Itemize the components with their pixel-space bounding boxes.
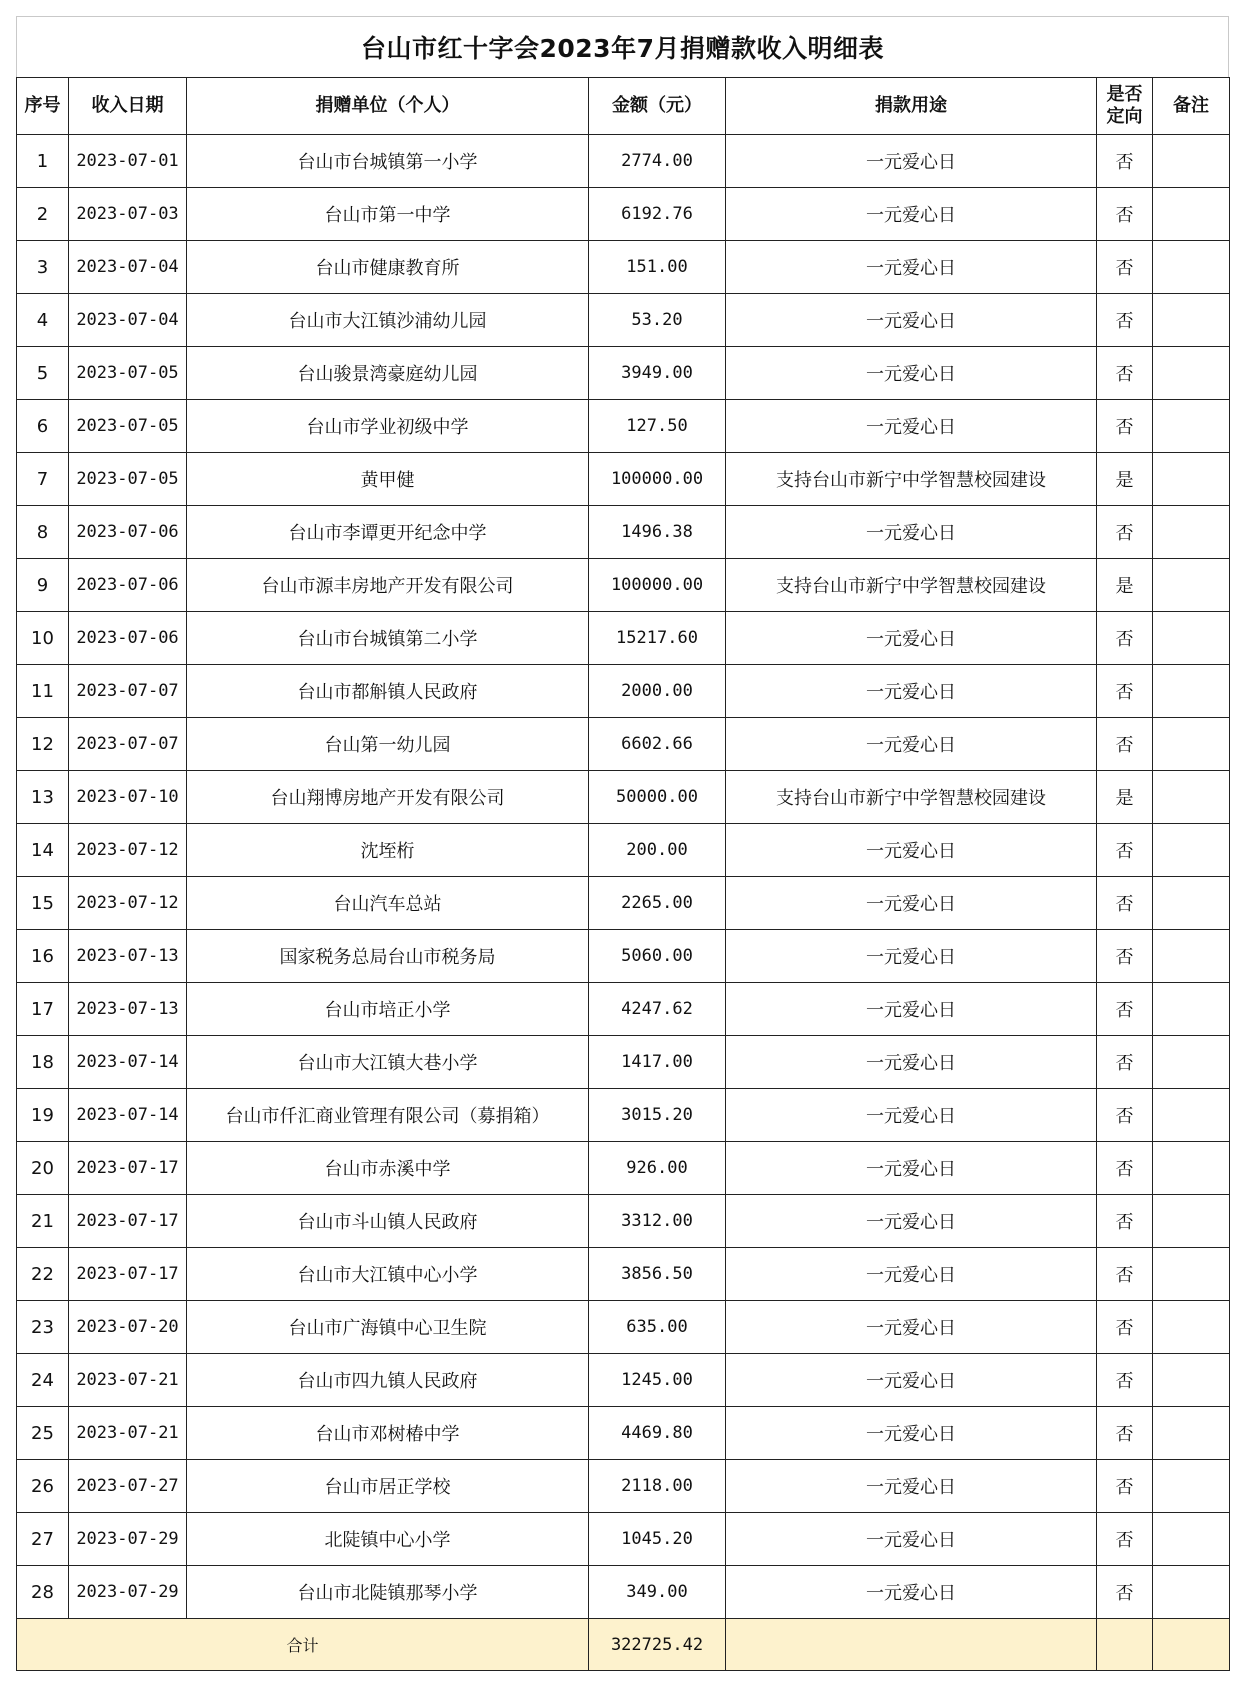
- cell-unit: 台山市培正小学: [187, 983, 589, 1036]
- cell-unit: 台山骏景湾豪庭幼儿园: [187, 347, 589, 400]
- cell-directed: 否: [1097, 1036, 1153, 1089]
- cell-unit: 台山市健康教育所: [187, 241, 589, 294]
- cell-amount: 926.00: [589, 1142, 726, 1195]
- cell-use: 一元爱心日: [726, 1513, 1097, 1566]
- cell-index: 14: [17, 824, 69, 877]
- cell-amount: 200.00: [589, 824, 726, 877]
- cell-index: 27: [17, 1513, 69, 1566]
- cell-directed: 否: [1097, 1195, 1153, 1248]
- donation-table: [16, 77, 1230, 1671]
- cell-use: 一元爱心日: [726, 1566, 1097, 1619]
- cell-amount: 3949.00: [589, 347, 726, 400]
- cell-note: [1153, 506, 1230, 559]
- cell-index: 4: [17, 294, 69, 347]
- table-row: [17, 930, 1230, 983]
- total-note-cell: [1153, 1619, 1230, 1671]
- cell-use: 一元爱心日: [726, 612, 1097, 665]
- table-row: [17, 612, 1230, 665]
- table-row: [17, 877, 1230, 930]
- cell-index: 22: [17, 1248, 69, 1301]
- cell-note: [1153, 1195, 1230, 1248]
- cell-amount: 4247.62: [589, 983, 726, 1036]
- cell-amount: 50000.00: [589, 771, 726, 824]
- cell-use: 支持台山市新宁中学智慧校园建设: [726, 453, 1097, 506]
- cell-amount: 3015.20: [589, 1089, 726, 1142]
- cell-unit: 台山市台城镇第二小学: [187, 612, 589, 665]
- table-row: [17, 1460, 1230, 1513]
- total-label: 合计: [17, 1619, 589, 1671]
- cell-directed: 否: [1097, 241, 1153, 294]
- cell-date: 2023-07-10: [69, 771, 187, 824]
- cell-directed: 是: [1097, 771, 1153, 824]
- cell-unit: 台山翔博房地产开发有限公司: [187, 771, 589, 824]
- table-row: [17, 1354, 1230, 1407]
- cell-amount: 15217.60: [589, 612, 726, 665]
- header-unit: 捐赠单位（个人）: [187, 78, 589, 135]
- cell-unit: 台山市大江镇中心小学: [187, 1248, 589, 1301]
- table-row: [17, 1248, 1230, 1301]
- cell-date: 2023-07-29: [69, 1566, 187, 1619]
- cell-unit: 台山市大江镇大巷小学: [187, 1036, 589, 1089]
- table-row: [17, 771, 1230, 824]
- cell-note: [1153, 1407, 1230, 1460]
- cell-directed: 否: [1097, 1089, 1153, 1142]
- cell-note: [1153, 1566, 1230, 1619]
- cell-unit: 台山市学业初级中学: [187, 400, 589, 453]
- header-use: 捐款用途: [726, 78, 1097, 135]
- cell-use: 一元爱心日: [726, 1407, 1097, 1460]
- table-row: [17, 1566, 1230, 1619]
- cell-index: 6: [17, 400, 69, 453]
- table-row: [17, 188, 1230, 241]
- cell-index: 17: [17, 983, 69, 1036]
- cell-directed: 否: [1097, 188, 1153, 241]
- cell-use: 一元爱心日: [726, 1036, 1097, 1089]
- table-row: [17, 1036, 1230, 1089]
- cell-use: 一元爱心日: [726, 135, 1097, 188]
- cell-unit: 台山第一幼儿园: [187, 718, 589, 771]
- cell-date: 2023-07-04: [69, 241, 187, 294]
- cell-amount: 2265.00: [589, 877, 726, 930]
- cell-note: [1153, 294, 1230, 347]
- table-row: [17, 135, 1230, 188]
- cell-amount: 1417.00: [589, 1036, 726, 1089]
- cell-index: 9: [17, 559, 69, 612]
- cell-use: 一元爱心日: [726, 1460, 1097, 1513]
- cell-date: 2023-07-17: [69, 1142, 187, 1195]
- cell-amount: 151.00: [589, 241, 726, 294]
- cell-amount: 3856.50: [589, 1248, 726, 1301]
- table-row: [17, 1513, 1230, 1566]
- cell-index: 2: [17, 188, 69, 241]
- cell-use: 一元爱心日: [726, 294, 1097, 347]
- total-use-cell: [726, 1619, 1097, 1671]
- cell-directed: 否: [1097, 1566, 1153, 1619]
- cell-note: [1153, 1248, 1230, 1301]
- cell-note: [1153, 983, 1230, 1036]
- table-row: [17, 1195, 1230, 1248]
- cell-date: 2023-07-06: [69, 559, 187, 612]
- cell-amount: 635.00: [589, 1301, 726, 1354]
- cell-index: 5: [17, 347, 69, 400]
- cell-directed: 否: [1097, 718, 1153, 771]
- table-row: [17, 665, 1230, 718]
- cell-use: 一元爱心日: [726, 718, 1097, 771]
- cell-amount: 6192.76: [589, 188, 726, 241]
- table-row: [17, 241, 1230, 294]
- cell-note: [1153, 559, 1230, 612]
- cell-use: 一元爱心日: [726, 930, 1097, 983]
- cell-amount: 1045.20: [589, 1513, 726, 1566]
- cell-amount: 100000.00: [589, 559, 726, 612]
- header-row: [17, 78, 1230, 135]
- cell-amount: 6602.66: [589, 718, 726, 771]
- cell-index: 26: [17, 1460, 69, 1513]
- cell-note: [1153, 347, 1230, 400]
- cell-note: [1153, 188, 1230, 241]
- cell-note: [1153, 135, 1230, 188]
- cell-use: 支持台山市新宁中学智慧校园建设: [726, 559, 1097, 612]
- table-row: [17, 983, 1230, 1036]
- cell-directed: 否: [1097, 506, 1153, 559]
- cell-note: [1153, 1142, 1230, 1195]
- cell-unit: 台山市仟汇商业管理有限公司（募捐箱）: [187, 1089, 589, 1142]
- donation-sheet: [16, 16, 1229, 1671]
- cell-directed: 否: [1097, 983, 1153, 1036]
- page-title: 台山市红十字会2023年7月捐赠款收入明细表: [16, 16, 1229, 77]
- cell-note: [1153, 1089, 1230, 1142]
- cell-date: 2023-07-01: [69, 135, 187, 188]
- cell-index: 19: [17, 1089, 69, 1142]
- cell-use: 一元爱心日: [726, 1142, 1097, 1195]
- cell-date: 2023-07-04: [69, 294, 187, 347]
- cell-note: [1153, 1513, 1230, 1566]
- cell-directed: 否: [1097, 1407, 1153, 1460]
- cell-index: 11: [17, 665, 69, 718]
- cell-date: 2023-07-05: [69, 347, 187, 400]
- table-row: [17, 1407, 1230, 1460]
- table-row: [17, 1142, 1230, 1195]
- cell-use: 一元爱心日: [726, 665, 1097, 718]
- cell-index: 16: [17, 930, 69, 983]
- header-directed: [1097, 78, 1153, 135]
- header-directed-line1: 是否: [1106, 84, 1143, 105]
- cell-amount: 5060.00: [589, 930, 726, 983]
- cell-note: [1153, 400, 1230, 453]
- cell-amount: 349.00: [589, 1566, 726, 1619]
- cell-note: [1153, 1301, 1230, 1354]
- cell-note: [1153, 1036, 1230, 1089]
- cell-index: 23: [17, 1301, 69, 1354]
- cell-index: 13: [17, 771, 69, 824]
- cell-use: 一元爱心日: [726, 1354, 1097, 1407]
- cell-index: 18: [17, 1036, 69, 1089]
- cell-use: 一元爱心日: [726, 877, 1097, 930]
- cell-note: [1153, 824, 1230, 877]
- cell-date: 2023-07-14: [69, 1036, 187, 1089]
- cell-date: 2023-07-14: [69, 1089, 187, 1142]
- cell-index: 7: [17, 453, 69, 506]
- table-row: [17, 347, 1230, 400]
- cell-use: 一元爱心日: [726, 1248, 1097, 1301]
- cell-directed: 否: [1097, 1513, 1153, 1566]
- total-amount: 322725.42: [589, 1619, 726, 1671]
- cell-directed: 否: [1097, 347, 1153, 400]
- cell-date: 2023-07-07: [69, 718, 187, 771]
- cell-unit: 台山市赤溪中学: [187, 1142, 589, 1195]
- table-body: [17, 135, 1230, 1619]
- cell-date: 2023-07-27: [69, 1460, 187, 1513]
- cell-amount: 3312.00: [589, 1195, 726, 1248]
- cell-use: 一元爱心日: [726, 1301, 1097, 1354]
- table-row: [17, 559, 1230, 612]
- cell-use: 一元爱心日: [726, 241, 1097, 294]
- cell-amount: 1496.38: [589, 506, 726, 559]
- cell-index: 21: [17, 1195, 69, 1248]
- cell-directed: 否: [1097, 930, 1153, 983]
- cell-date: 2023-07-06: [69, 612, 187, 665]
- header-index: 序号: [17, 78, 69, 135]
- cell-amount: 2118.00: [589, 1460, 726, 1513]
- table-row: [17, 1089, 1230, 1142]
- cell-date: 2023-07-12: [69, 824, 187, 877]
- header-note: 备注: [1153, 78, 1230, 135]
- cell-amount: 127.50: [589, 400, 726, 453]
- cell-use: 一元爱心日: [726, 983, 1097, 1036]
- cell-directed: 否: [1097, 665, 1153, 718]
- cell-note: [1153, 1354, 1230, 1407]
- cell-directed: 否: [1097, 877, 1153, 930]
- cell-unit: 台山市台城镇第一小学: [187, 135, 589, 188]
- cell-date: 2023-07-13: [69, 930, 187, 983]
- cell-amount: 4469.80: [589, 1407, 726, 1460]
- cell-note: [1153, 665, 1230, 718]
- header-date: 收入日期: [69, 78, 187, 135]
- cell-amount: 100000.00: [589, 453, 726, 506]
- cell-index: 20: [17, 1142, 69, 1195]
- cell-use: 一元爱心日: [726, 188, 1097, 241]
- cell-index: 3: [17, 241, 69, 294]
- cell-directed: 否: [1097, 1301, 1153, 1354]
- cell-directed: 是: [1097, 559, 1153, 612]
- cell-date: 2023-07-21: [69, 1407, 187, 1460]
- cell-amount: 2000.00: [589, 665, 726, 718]
- cell-note: [1153, 241, 1230, 294]
- cell-amount: 53.20: [589, 294, 726, 347]
- table-row: [17, 400, 1230, 453]
- cell-note: [1153, 612, 1230, 665]
- header-directed-line2: 定向: [1106, 106, 1143, 127]
- cell-date: 2023-07-17: [69, 1195, 187, 1248]
- cell-directed: 否: [1097, 400, 1153, 453]
- total-row: [17, 1619, 1230, 1671]
- cell-index: 25: [17, 1407, 69, 1460]
- cell-use: 一元爱心日: [726, 824, 1097, 877]
- cell-unit: 台山市李谭更开纪念中学: [187, 506, 589, 559]
- cell-unit: 台山市都斛镇人民政府: [187, 665, 589, 718]
- cell-unit: 沈垤桁: [187, 824, 589, 877]
- cell-date: 2023-07-12: [69, 877, 187, 930]
- table-row: [17, 506, 1230, 559]
- cell-use: 一元爱心日: [726, 1089, 1097, 1142]
- table-row: [17, 294, 1230, 347]
- cell-use: 一元爱心日: [726, 347, 1097, 400]
- cell-note: [1153, 930, 1230, 983]
- cell-date: 2023-07-07: [69, 665, 187, 718]
- cell-amount: 1245.00: [589, 1354, 726, 1407]
- cell-index: 8: [17, 506, 69, 559]
- cell-amount: 2774.00: [589, 135, 726, 188]
- cell-date: 2023-07-29: [69, 1513, 187, 1566]
- cell-use: 一元爱心日: [726, 1195, 1097, 1248]
- cell-directed: 否: [1097, 1460, 1153, 1513]
- cell-directed: 否: [1097, 824, 1153, 877]
- table-row: [17, 718, 1230, 771]
- cell-date: 2023-07-05: [69, 453, 187, 506]
- cell-unit: 台山市第一中学: [187, 188, 589, 241]
- table-row: [17, 453, 1230, 506]
- cell-note: [1153, 453, 1230, 506]
- cell-unit: 台山市邓树椿中学: [187, 1407, 589, 1460]
- total-directed-cell: [1097, 1619, 1153, 1671]
- cell-index: 12: [17, 718, 69, 771]
- cell-directed: 否: [1097, 135, 1153, 188]
- cell-unit: 台山市广海镇中心卫生院: [187, 1301, 589, 1354]
- table-row: [17, 1301, 1230, 1354]
- cell-directed: 否: [1097, 612, 1153, 665]
- cell-note: [1153, 771, 1230, 824]
- cell-unit: 台山市四九镇人民政府: [187, 1354, 589, 1407]
- cell-unit: 台山汽车总站: [187, 877, 589, 930]
- cell-note: [1153, 877, 1230, 930]
- cell-index: 28: [17, 1566, 69, 1619]
- cell-index: 15: [17, 877, 69, 930]
- cell-unit: 北陡镇中心小学: [187, 1513, 589, 1566]
- cell-date: 2023-07-06: [69, 506, 187, 559]
- cell-use: 一元爱心日: [726, 506, 1097, 559]
- cell-unit: 黄甲健: [187, 453, 589, 506]
- cell-index: 24: [17, 1354, 69, 1407]
- cell-directed: 否: [1097, 1142, 1153, 1195]
- table-row: [17, 824, 1230, 877]
- cell-unit: 台山市居正学校: [187, 1460, 589, 1513]
- cell-unit: 台山市北陡镇那琴小学: [187, 1566, 589, 1619]
- cell-note: [1153, 1460, 1230, 1513]
- cell-directed: 否: [1097, 294, 1153, 347]
- cell-directed: 否: [1097, 1354, 1153, 1407]
- header-amount: 金额（元）: [589, 78, 726, 135]
- cell-unit: 台山市大江镇沙浦幼儿园: [187, 294, 589, 347]
- cell-date: 2023-07-21: [69, 1354, 187, 1407]
- cell-index: 1: [17, 135, 69, 188]
- cell-date: 2023-07-03: [69, 188, 187, 241]
- cell-use: 支持台山市新宁中学智慧校园建设: [726, 771, 1097, 824]
- cell-date: 2023-07-20: [69, 1301, 187, 1354]
- cell-unit: 台山市斗山镇人民政府: [187, 1195, 589, 1248]
- cell-date: 2023-07-05: [69, 400, 187, 453]
- cell-use: 一元爱心日: [726, 400, 1097, 453]
- cell-date: 2023-07-13: [69, 983, 187, 1036]
- cell-unit: 国家税务总局台山市税务局: [187, 930, 589, 983]
- cell-directed: 是: [1097, 453, 1153, 506]
- cell-date: 2023-07-17: [69, 1248, 187, 1301]
- cell-unit: 台山市源丰房地产开发有限公司: [187, 559, 589, 612]
- cell-index: 10: [17, 612, 69, 665]
- cell-note: [1153, 718, 1230, 771]
- cell-directed: 否: [1097, 1248, 1153, 1301]
